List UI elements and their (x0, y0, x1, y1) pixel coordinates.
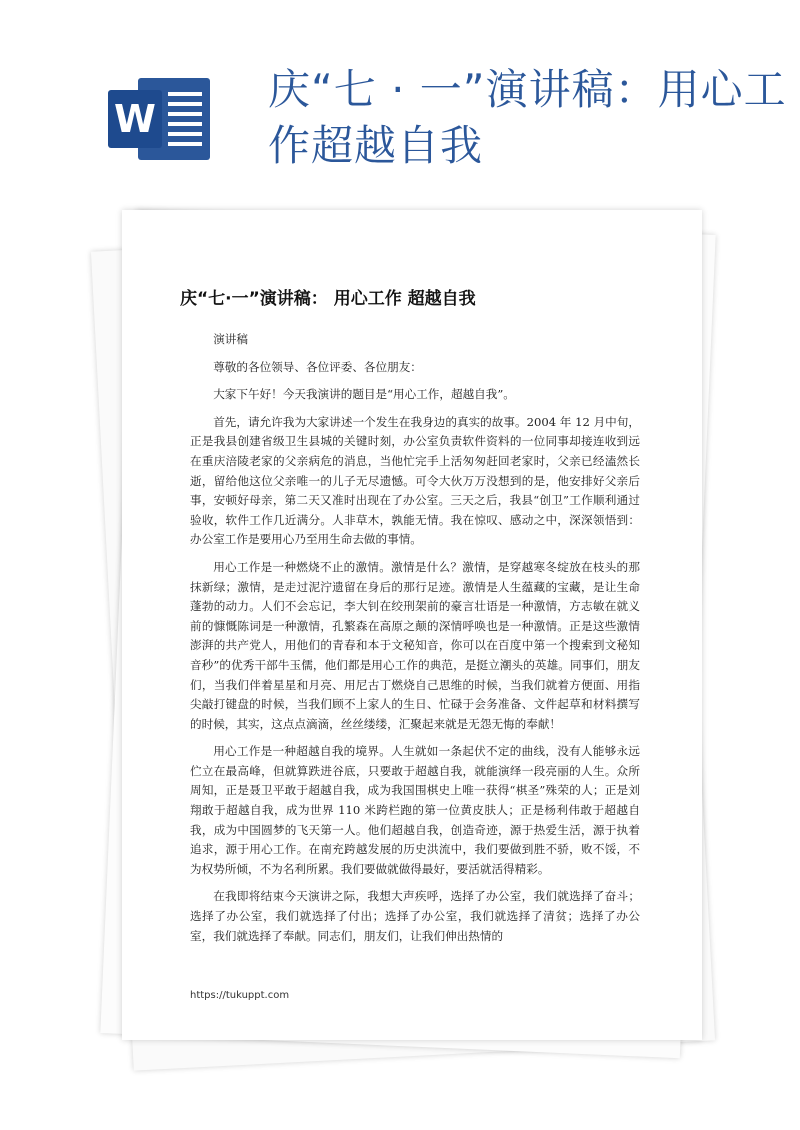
footer-url[interactable]: https://tukuppt.com (190, 990, 290, 1001)
page-title: 庆“七 · 一”演讲稿：用心工作超越自我 (268, 65, 787, 170)
paragraph: 用心工作是一种燃烧不止的激情。激情是什么？激情，是穿越寒冬绽放在枝头的那抹新绿；激情，是走过泥泞遗留在身后的那行足迹。激情是人生蕴藏的宝藏，是让生命蓬勃的动力。人们不会忘记，李大钊在绞刑架前的豪言壮语是一种激情，方志敏在就义前的慷慨陈词是一种激情，孔繁森在高原之颠的深情呼唤也是一种激情。正是这些激情澎湃的共产党人，用他们的青春和本于文秘知音，你可以在百度中第一个搜索到文秘知音秒”的优秀干部牛玉儒，他们都是用心工作的典范，是挺立潮头的英雄。同事们，朋友们，当我们伴着星星和月亮、用尼古丁燃烧自己思维的时候，当我们就着方便面、用指尖敲打键盘的时候，当我们顾不上家人的生日、忙碌于会务准备、文件起草和材料撰写的时候，其实，这点点滴滴，丝丝缕缕，汇聚起来就是无怨无悔的奉献！ (190, 559, 640, 731)
word-letter-badge: W (108, 90, 162, 148)
paragraph: 首先，请允许我为大家讲述一个发生在我身边的真实的故事。2004 年 12 月中旬，正是我县创建省级卫生县城的关键时刻，办公室负责软件资料的一位同事却接连收到远在重庆涪陵老家的父亲病危的消息，当他忙完手上活匆匆赶回老家时，父亲已经溘然长逝，留给他这位父亲唯一的儿子无尽遗憾。可令大伙万万没想到的是，他安排好父亲后事，安顿好母亲，第二天又准时出现在了办公室。三天之后，我县“创卫”工作顺利通过验收，软件工作几近满分。人非草木，孰能无情。我在惊叹、感动之中，深深领悟到：办公室工作是要用心乃至用生命去做的事情。 (190, 414, 640, 547)
paragraph: 用心工作是一种超越自我的境界。人生就如一条起伏不定的曲线，没有人能够永远伫立在最高峰，但就算跌进谷底，只要敢于超越自我，就能演绎一段亮丽的人生。众所周知，正是聂卫平敢于超越自我，成为我国围棋史上唯一获得“棋圣”殊荣的人；正是刘翔敢于超越自我，成为世界 110 米跨栏跑的第一位黄皮肤人；正是杨利伟敢于超越自我，成为中国圆梦的飞天第一人。他们超越自我，创造奇迹，源于热爱生活，源于执着追求，源于用心工作。在南充跨越发展的历史洪流中，我们要做到胜不骄，败不馁，不为权势所倾，不为名利所累。我们要做就做得最好，要活就活得精彩。 (190, 744, 640, 876)
document-title: 庆“七·一”演讲稿： 用心工作 超越自我 (180, 289, 476, 309)
paragraph: 在我即将结束今天演讲之际，我想大声疾呼，选择了办公室，我们就选择了奋斗；选择了办公室，我们就选择了付出；选择了办公室，我们就选择了清贫；选择了办公室，我们就选择了奉献。同志们，朋友们，让我们伸出热情的 (190, 889, 640, 943)
document-body (190, 330, 640, 954)
document-page (122, 210, 702, 1040)
paragraph: 尊敬的各位领导、各位评委、各位朋友： (213, 359, 422, 374)
paragraph: 大家下午好！今天我演讲的题目是“用心工作，超越自我”。 (213, 387, 515, 402)
word-document-icon (108, 72, 212, 164)
paragraph: 演讲稿 (213, 332, 248, 346)
